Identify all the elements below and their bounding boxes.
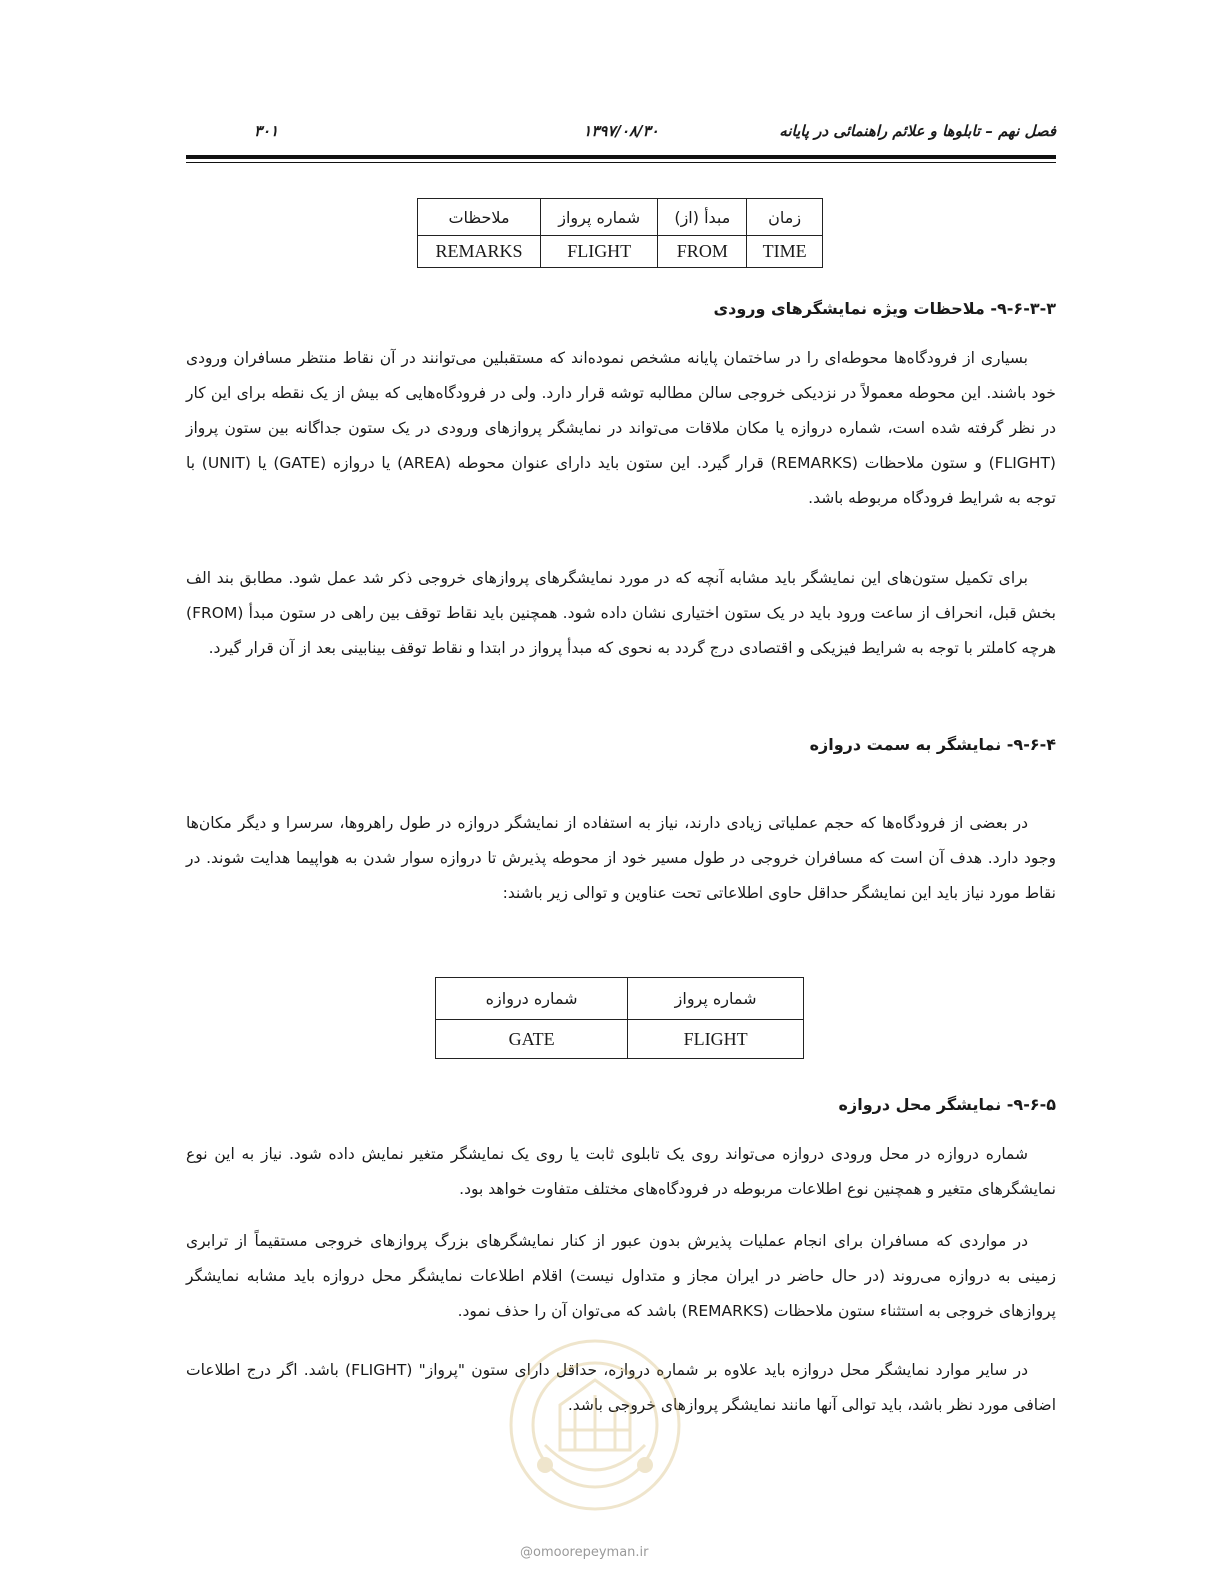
arrivals-columns-table bbox=[417, 198, 823, 268]
chapter-title: فصل نهم – تابلوها و علائم راهنمائی در پایانه bbox=[779, 122, 1056, 140]
section-heading: ۹-۶-۵- نمایشگر محل دروازه bbox=[838, 1095, 1056, 1114]
header-rule-thick bbox=[186, 155, 1056, 159]
table-cell: FLIGHT bbox=[541, 236, 658, 268]
paragraph: برای تکمیل ستون‌های این نمایشگر باید مشابه آنچه که در مورد نمایشگرهای پروازهای خروجی ذکر شد عمل شود. مطابق بند الف بخش قبل، انحراف از ساعت ورود باید در یک ستون اختیاری نشان داده شود. همچنین باید نقاط توقف بین راهی در ستون مبدأ (FROM) هرچه کاملتر با توجه به شرایط فیزیکی و اقتصادی درج گردد به نحوی که مبدأ پرواز در ابتدا و نقاط توقف بینابینی بعد از آن قرار گیرد. bbox=[186, 569, 1056, 657]
section-heading: ۹-۶-۳-۳- ملاحظات ویژه نمایشگرهای ورودی bbox=[713, 299, 1056, 318]
table-cell: REMARKS bbox=[418, 236, 541, 268]
table-row-english bbox=[418, 236, 823, 268]
table-cell: FLIGHT bbox=[628, 1020, 804, 1059]
table-cell: GATE bbox=[436, 1020, 628, 1059]
section-heading: ۹-۶-۴- نمایشگر به سمت دروازه bbox=[809, 735, 1056, 754]
page-header bbox=[186, 122, 1056, 146]
table-cell: ملاحظات bbox=[418, 199, 541, 236]
table-row-english bbox=[436, 1020, 804, 1059]
page-number: ۳۰۱ bbox=[254, 122, 279, 140]
table-cell: شماره دروازه bbox=[436, 978, 628, 1020]
paragraph: در مواردی که مسافران برای انجام عملیات پذیرش بدون عبور از کنار نمایشگرهای بزرگ پروازهای خروجی مستقیماً از ترابری زمینی به دروازه می‌روند (در حال حاضر در ایران مجاز و متداول نیست) اقلام اطلاعات نمایشگر محل دروازه باید مشابه نمایشگر پروازهای خروجی به استثناء ستون ملاحظات (REMARKS) باشد که می‌توان آن را حذف نمود. bbox=[186, 1232, 1056, 1320]
gate-display-table bbox=[435, 977, 804, 1059]
publisher-seal-watermark bbox=[505, 1335, 685, 1515]
header-rule-thin bbox=[186, 162, 1056, 163]
table-row-persian bbox=[436, 978, 804, 1020]
header-date: ۱۳۹۷/۰۸/۳۰ bbox=[583, 122, 659, 140]
table-cell: زمان bbox=[747, 199, 823, 236]
paragraph: شماره دروازه در محل ورودی دروازه می‌تواند روی یک تابلوی ثابت یا روی یک نمایشگر متغیر نمایش داده شود. نیاز به این نوع نمایشگرهای متغیر و همچنین نوع اطلاعات مربوطه در فرودگاه‌های مختلف متفاوت خواهد بود. bbox=[186, 1145, 1056, 1198]
table-row-persian bbox=[418, 199, 823, 236]
paragraph: بسیاری از فرودگاه‌ها محوطه‌ای را در ساختمان پایانه مشخص نموده‌اند که مستقبلین می‌توانند در آن نقاط منتظر مسافران ورودی خود باشند. این محوطه معمولاً در نزدیکی خروجی سالن مطالبه توشه قرار دارد. ولی در فرودگاه‌هایی که بیش از یک نقطه برای این کار در نظر گرفته شده است، شماره دروازه یا مکان ملاقات می‌تواند در نمایشگر پروازهای ورودی در یک ستون جداگانه بین ستون پرواز (FLIGHT) و ستون ملاحظات (REMARKS) قرار گیرد. این ستون باید دارای عنوان محوطه (AREA) یا دروازه (GATE) یا (UNIT) با توجه به شرایط فرودگاه مربوطه باشد. bbox=[186, 349, 1056, 507]
table-cell: شماره پرواز bbox=[628, 978, 804, 1020]
paragraph: در سایر موارد نمایشگر محل دروازه باید علاوه بر شماره دروازه، حداقل دارای ستون "پرواز" (FLIGHT) باشد. اگر درج اطلاعات اضافی مورد نظر باشد، باید توالی آنها مانند نمایشگر پروازهای خروجی باشد. bbox=[186, 1361, 1056, 1414]
table-cell: FROM bbox=[658, 236, 747, 268]
table-cell: مبدأ (از) bbox=[658, 199, 747, 236]
paragraph: در بعضی از فرودگاه‌ها که حجم عملیاتی زیادی دارند، نیاز به استفاده از نمایشگر دروازه در طول راهروها، سرسرا و دیگر مکان‌ها وجود دارد. هدف آن است که مسافران خروجی در طول مسیر خود از محوطه پذیرش تا دروازه سوار شدن به هواپیما هدایت شوند. در نقاط مورد نیاز باید این نمایشگر حداقل حاوی اطلاعاتی تحت عناوین و توالی زیر باشند: bbox=[186, 814, 1056, 902]
website-footer: @omoorepeyman.ir bbox=[520, 1545, 649, 1560]
table-cell: شماره پرواز bbox=[541, 199, 658, 236]
table-cell: TIME bbox=[747, 236, 823, 268]
